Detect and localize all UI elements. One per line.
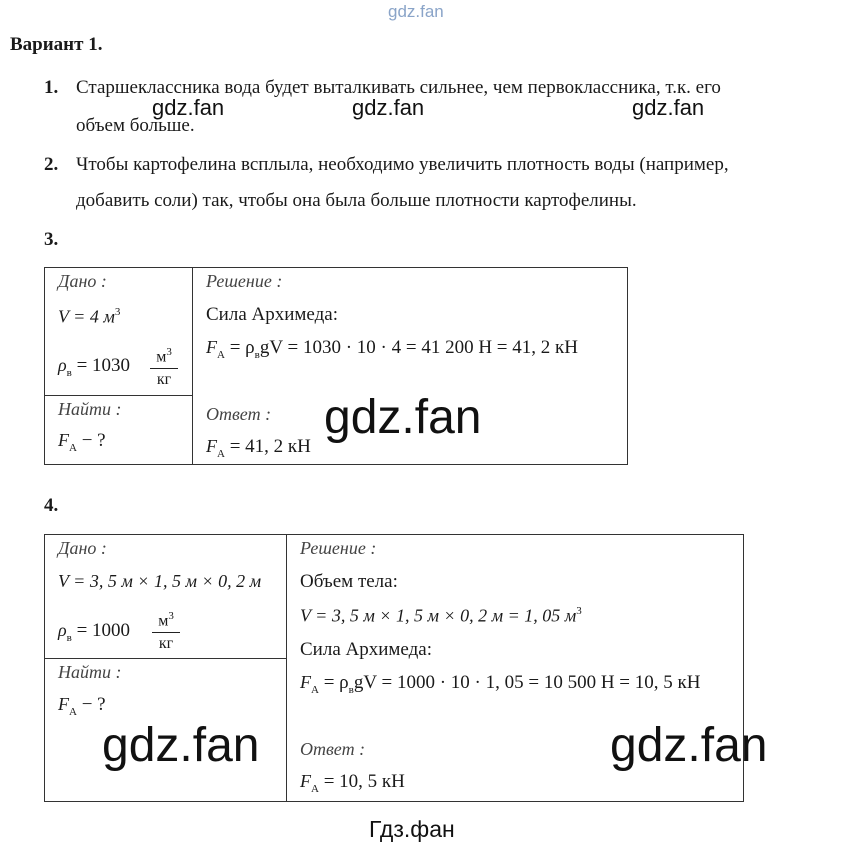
task4-find-label: Найти : bbox=[58, 662, 122, 682]
watermark-big-2: gdz.fan bbox=[102, 719, 260, 772]
problem-1-line-2: объем больше. bbox=[76, 115, 195, 136]
task4-given-label: Дано : bbox=[58, 538, 107, 558]
watermark-small-1: gdz.fan bbox=[152, 95, 225, 120]
problem-4-number: 4. bbox=[44, 495, 59, 516]
task3-given-label: Дано : bbox=[58, 271, 107, 291]
task4-find-value: $F_A$ − ? bbox=[58, 694, 106, 718]
task3-solution-label: Решение : bbox=[206, 271, 283, 291]
task4-solution-label: Решение : bbox=[300, 538, 377, 558]
task3-divider-v bbox=[192, 267, 193, 465]
task3-formula: $F_A = \rho_вgV = 1030 \cdot 10 \cdot 4 = 41$ 200 Н = 41, 2 кН bbox=[206, 337, 578, 361]
task3-solution-heading: Сила Архимеда: bbox=[206, 304, 338, 325]
footer-watermark: Гдз.фан bbox=[369, 816, 455, 842]
task3-given-volume: V = 4 $м^3$ bbox=[58, 306, 121, 327]
task4-divider-h bbox=[44, 658, 286, 659]
watermark-top: gdz.fan bbox=[388, 2, 444, 21]
watermark-big-3: gdz.fan bbox=[610, 719, 768, 772]
task4-given-volume: V = 3, 5 м × 1, 5 м × 0, 2 м bbox=[58, 571, 262, 591]
watermark-small-3: gdz.fan bbox=[632, 95, 705, 120]
task3-find-label: Найти : bbox=[58, 399, 122, 419]
task3-answer-value: $F_A = 41$, 2 кН bbox=[206, 436, 311, 460]
task4-formula: $F_A = \rho_вgV = 1000 \cdot 10 \cdot 1$, 05 = 10 500 Н = 10, 5 кН bbox=[300, 672, 701, 696]
task3-density-unit: $м^3$ кг bbox=[150, 343, 178, 389]
problem-2-number: 2. bbox=[44, 154, 59, 175]
problem-2-line-1: Чтобы картофелина всплыла, необходимо увеличить плотность воды (например, bbox=[76, 154, 729, 175]
problem-3-number: 3. bbox=[44, 229, 59, 250]
watermark-small-2: gdz.fan bbox=[352, 95, 425, 120]
task4-answer-label: Ответ : bbox=[300, 739, 366, 759]
task4-arch-heading: Сила Архимеда: bbox=[300, 639, 432, 660]
task3-find-value: $F_A$ − ? bbox=[58, 430, 106, 454]
task4-divider-v bbox=[286, 534, 287, 802]
task3-answer-label: Ответ : bbox=[206, 404, 272, 424]
problem-2-line-2: добавить соли) так, чтобы она была больше плотности картофелины. bbox=[76, 190, 637, 211]
task4-volume-formula: V = 3, 5 м × 1, 5 м × 0, 2 м = 1, 05 $м^3$ bbox=[300, 605, 582, 626]
task3-divider-h bbox=[44, 395, 192, 396]
watermark-big-1: gdz.fan bbox=[324, 391, 482, 444]
task3-given-density: $\rho_в = 1030$ bbox=[58, 355, 131, 379]
task4-given-density: $\rho_в = 1000$ bbox=[58, 620, 131, 644]
task4-volume-heading: Объем тела: bbox=[300, 571, 398, 592]
problem-1-line-1: Старшеклассника вода будет выталкивать сильнее, чем первоклассника, т.к. его bbox=[76, 77, 721, 98]
page-title: Вариант 1. bbox=[10, 34, 103, 55]
problem-1-number: 1. bbox=[44, 77, 59, 98]
task4-density-unit: $м^3$ кг bbox=[152, 607, 180, 653]
task4-answer-value: $F_A = 10$, 5 кН bbox=[300, 771, 405, 795]
